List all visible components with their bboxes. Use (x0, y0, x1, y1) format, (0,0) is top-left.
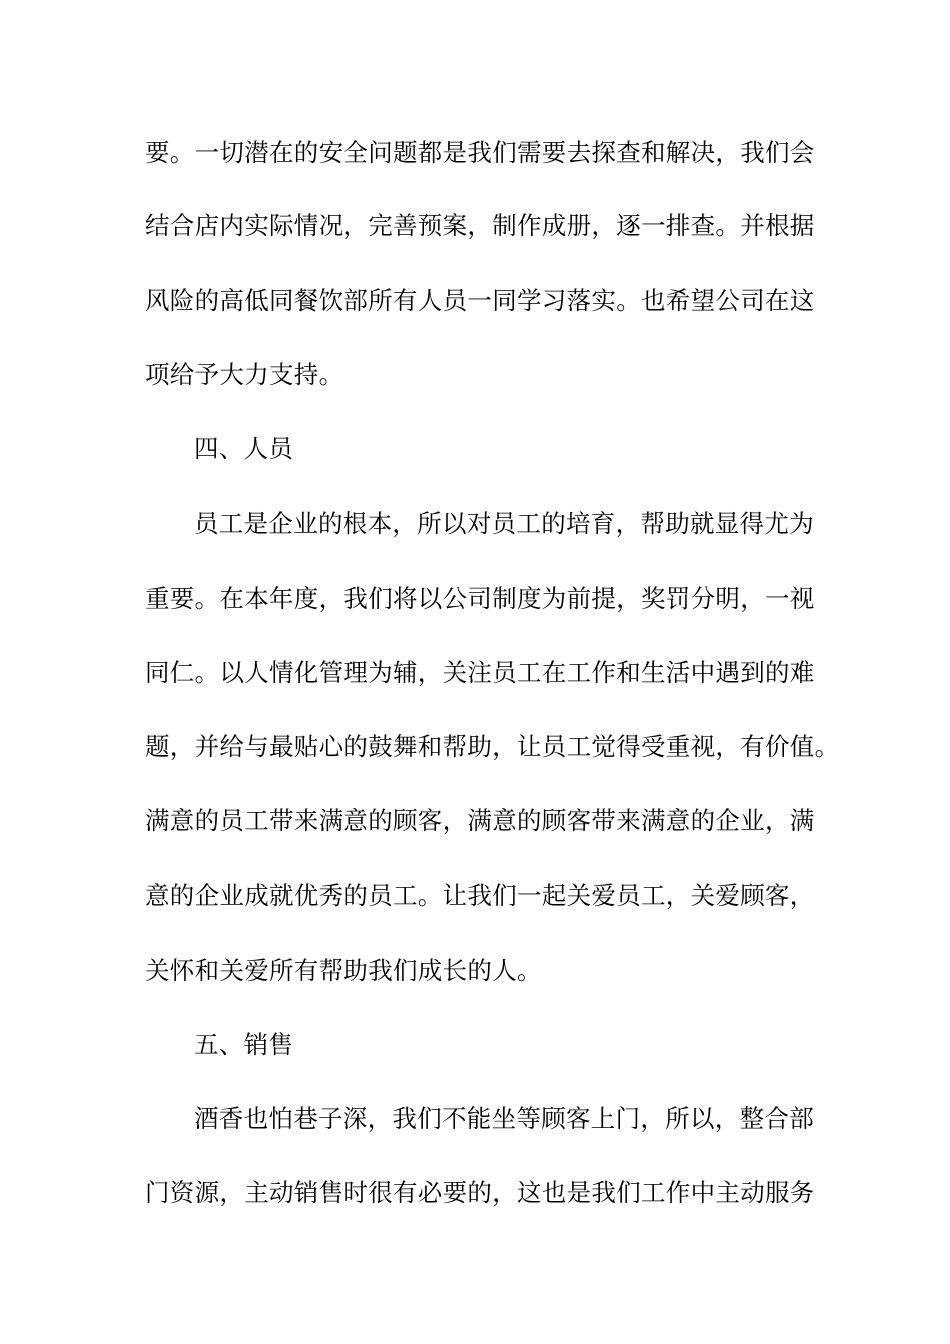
paragraph-line: 项给予大力支持。 (145, 360, 344, 389)
paragraph-line: 题，并给与最贴心的鼓舞和帮助，让员工觉得受重视，有价值。 (145, 732, 840, 761)
paragraph-line: 满意的员工带来满意的顾客，满意的顾客带来满意的企业，满 (145, 806, 815, 835)
paragraph-line: 风险的高低同餐饮部所有人员一同学习落实。也希望公司在这 (145, 286, 815, 315)
paragraph-line: 要。一切潜在的安全问题都是我们需要去探查和解决，我们会 (145, 138, 815, 167)
paragraph-line: 关怀和关爱所有帮助我们成长的人。 (145, 956, 542, 985)
paragraph-line: 意的企业成就优秀的员工。让我们一起关爱员工，关爱顾客， (145, 881, 815, 910)
paragraph-line: 重要。在本年度，我们将以公司制度为前提，奖罚分明，一视 (145, 584, 815, 613)
paragraph-line: 员工是企业的根本，所以对员工的培育，帮助就显得尤为 (194, 509, 814, 538)
paragraph-line: 结合店内实际情况，完善预案，制作成册，逐一排查。并根据 (145, 211, 815, 240)
section-heading-sales: 五、销售 (194, 1030, 294, 1059)
section-heading-personnel: 四、人员 (194, 434, 294, 463)
paragraph-line: 同仁。以人情化管理为辅，关注员工在工作和生活中遇到的难 (145, 658, 815, 687)
paragraph-line: 门资源，主动销售时很有必要的，这也是我们工作中主动服务 (145, 1178, 815, 1207)
paragraph-line: 酒香也怕巷子深，我们不能坐等顾客上门，所以，整合部 (194, 1104, 814, 1133)
